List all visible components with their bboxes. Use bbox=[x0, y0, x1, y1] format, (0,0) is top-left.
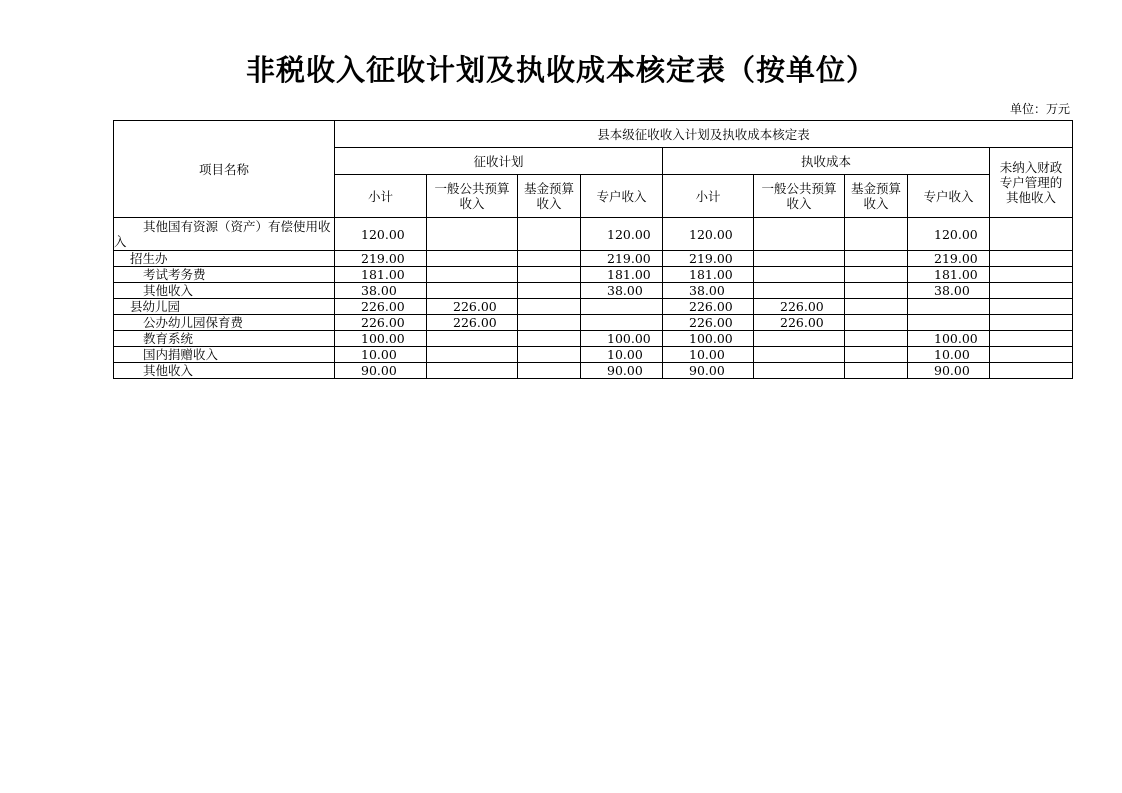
cell-plan-fund bbox=[518, 283, 581, 299]
table-row bbox=[114, 218, 1073, 251]
cell-cost-general bbox=[754, 331, 845, 347]
cell-plan-general: 226.00 bbox=[427, 299, 518, 315]
row-name: 其他收入 bbox=[114, 283, 335, 299]
header-cost-subtotal: 小计 bbox=[663, 175, 754, 218]
cell-plan-fund bbox=[518, 347, 581, 363]
header-plan-special: 专户收入 bbox=[581, 175, 663, 218]
cell-cost-general bbox=[754, 251, 845, 267]
cell-cost-special: 181.00 bbox=[908, 267, 990, 283]
cell-plan-special bbox=[581, 315, 663, 331]
cell-plan-general bbox=[427, 283, 518, 299]
cell-plan-special: 181.00 bbox=[581, 267, 663, 283]
header-plan-general: 一般公共预算收入 bbox=[427, 175, 518, 218]
cell-cost-special: 38.00 bbox=[908, 283, 990, 299]
cell-plan-fund bbox=[518, 363, 581, 379]
cell-cost-general: 226.00 bbox=[754, 315, 845, 331]
table-row bbox=[114, 251, 1073, 267]
cell-plan-total: 100.00 bbox=[335, 331, 427, 347]
cell-cost-general bbox=[754, 283, 845, 299]
cell-cost-general bbox=[754, 363, 845, 379]
cell-plan-general bbox=[427, 251, 518, 267]
cell-cost-special: 90.00 bbox=[908, 363, 990, 379]
cell-other bbox=[990, 315, 1073, 331]
cell-other bbox=[990, 283, 1073, 299]
row-name: 考试考务费 bbox=[114, 267, 335, 283]
cell-plan-special: 10.00 bbox=[581, 347, 663, 363]
table-row bbox=[114, 299, 1073, 315]
table-row bbox=[114, 331, 1073, 347]
row-name: 公办幼儿园保育费 bbox=[114, 315, 335, 331]
cell-plan-special: 120.00 bbox=[581, 218, 663, 251]
cell-other bbox=[990, 251, 1073, 267]
cell-cost-general bbox=[754, 218, 845, 251]
header-item-name: 项目名称 bbox=[114, 121, 335, 218]
cell-cost-fund bbox=[845, 218, 908, 251]
cell-plan-total: 226.00 bbox=[335, 299, 427, 315]
cell-cost-special: 219.00 bbox=[908, 251, 990, 267]
cell-plan-special: 38.00 bbox=[581, 283, 663, 299]
table-body bbox=[114, 218, 1073, 379]
cell-plan-general bbox=[427, 331, 518, 347]
header-plan-subtotal: 小计 bbox=[335, 175, 427, 218]
page-title: 非税收入征收计划及执收成本核定表（按单位） bbox=[245, 53, 876, 87]
cell-plan-total: 120.00 bbox=[335, 218, 427, 251]
table-row bbox=[114, 347, 1073, 363]
cell-cost-total: 226.00 bbox=[663, 315, 754, 331]
cell-other bbox=[990, 363, 1073, 379]
header-plan-fund: 基金预算收入 bbox=[518, 175, 581, 218]
cell-plan-fund bbox=[518, 315, 581, 331]
cell-cost-total: 226.00 bbox=[663, 299, 754, 315]
row-name: 其他收入 bbox=[114, 363, 335, 379]
cell-plan-general bbox=[427, 267, 518, 283]
cell-cost-general bbox=[754, 267, 845, 283]
cell-cost-special: 120.00 bbox=[908, 218, 990, 251]
cell-plan-total: 181.00 bbox=[335, 267, 427, 283]
cell-cost-fund bbox=[845, 251, 908, 267]
unit-label: 单位：万元 bbox=[1009, 102, 1070, 116]
cell-plan-total: 10.00 bbox=[335, 347, 427, 363]
cell-cost-special bbox=[908, 315, 990, 331]
cell-plan-special bbox=[581, 299, 663, 315]
row-name: 其他国有资源（资产）有偿使用收入 bbox=[114, 218, 335, 251]
row-name: 县幼儿园 bbox=[114, 299, 335, 315]
cell-cost-total: 100.00 bbox=[663, 331, 754, 347]
cell-plan-fund bbox=[518, 331, 581, 347]
cell-cost-general bbox=[754, 347, 845, 363]
cell-other bbox=[990, 331, 1073, 347]
cell-plan-special: 219.00 bbox=[581, 251, 663, 267]
cell-cost-total: 181.00 bbox=[663, 267, 754, 283]
row-name: 招生办 bbox=[114, 251, 335, 267]
revenue-table bbox=[113, 120, 1073, 379]
cell-other bbox=[990, 299, 1073, 315]
header-cost: 执收成本 bbox=[663, 148, 990, 175]
cell-cost-total: 219.00 bbox=[663, 251, 754, 267]
row-name: 国内捐赠收入 bbox=[114, 347, 335, 363]
cell-cost-special: 10.00 bbox=[908, 347, 990, 363]
table-row bbox=[114, 363, 1073, 379]
cell-cost-total: 10.00 bbox=[663, 347, 754, 363]
cell-cost-fund bbox=[845, 331, 908, 347]
cell-other bbox=[990, 347, 1073, 363]
cell-cost-total: 90.00 bbox=[663, 363, 754, 379]
header-group-title: 县本级征收收入计划及执收成本核定表 bbox=[335, 121, 1073, 148]
row-name: 教育系统 bbox=[114, 331, 335, 347]
cell-cost-fund bbox=[845, 315, 908, 331]
table-row bbox=[114, 315, 1073, 331]
cell-cost-fund bbox=[845, 347, 908, 363]
header-cost-special: 专户收入 bbox=[908, 175, 990, 218]
cell-plan-general bbox=[427, 218, 518, 251]
cell-plan-fund bbox=[518, 299, 581, 315]
cell-plan-total: 90.00 bbox=[335, 363, 427, 379]
cell-plan-general bbox=[427, 347, 518, 363]
cell-other bbox=[990, 267, 1073, 283]
cell-plan-total: 38.00 bbox=[335, 283, 427, 299]
cell-plan-general bbox=[427, 363, 518, 379]
cell-cost-total: 38.00 bbox=[663, 283, 754, 299]
cell-plan-special: 100.00 bbox=[581, 331, 663, 347]
cell-cost-special: 100.00 bbox=[908, 331, 990, 347]
cell-cost-total: 120.00 bbox=[663, 218, 754, 251]
header-plan: 征收计划 bbox=[335, 148, 663, 175]
cell-plan-general: 226.00 bbox=[427, 315, 518, 331]
cell-plan-fund bbox=[518, 267, 581, 283]
cell-cost-fund bbox=[845, 299, 908, 315]
cell-cost-fund bbox=[845, 283, 908, 299]
table-row bbox=[114, 267, 1073, 283]
header-other: 未纳入财政专户管理的其他收入 bbox=[990, 148, 1073, 218]
cell-cost-special bbox=[908, 299, 990, 315]
header-cost-fund: 基金预算收入 bbox=[845, 175, 908, 218]
cell-cost-fund bbox=[845, 267, 908, 283]
cell-plan-fund bbox=[518, 251, 581, 267]
header-cost-general: 一般公共预算收入 bbox=[754, 175, 845, 218]
cell-plan-total: 226.00 bbox=[335, 315, 427, 331]
cell-cost-general: 226.00 bbox=[754, 299, 845, 315]
cell-plan-fund bbox=[518, 218, 581, 251]
cell-plan-special: 90.00 bbox=[581, 363, 663, 379]
cell-other bbox=[990, 218, 1073, 251]
cell-plan-total: 219.00 bbox=[335, 251, 427, 267]
table-row bbox=[114, 283, 1073, 299]
cell-cost-fund bbox=[845, 363, 908, 379]
